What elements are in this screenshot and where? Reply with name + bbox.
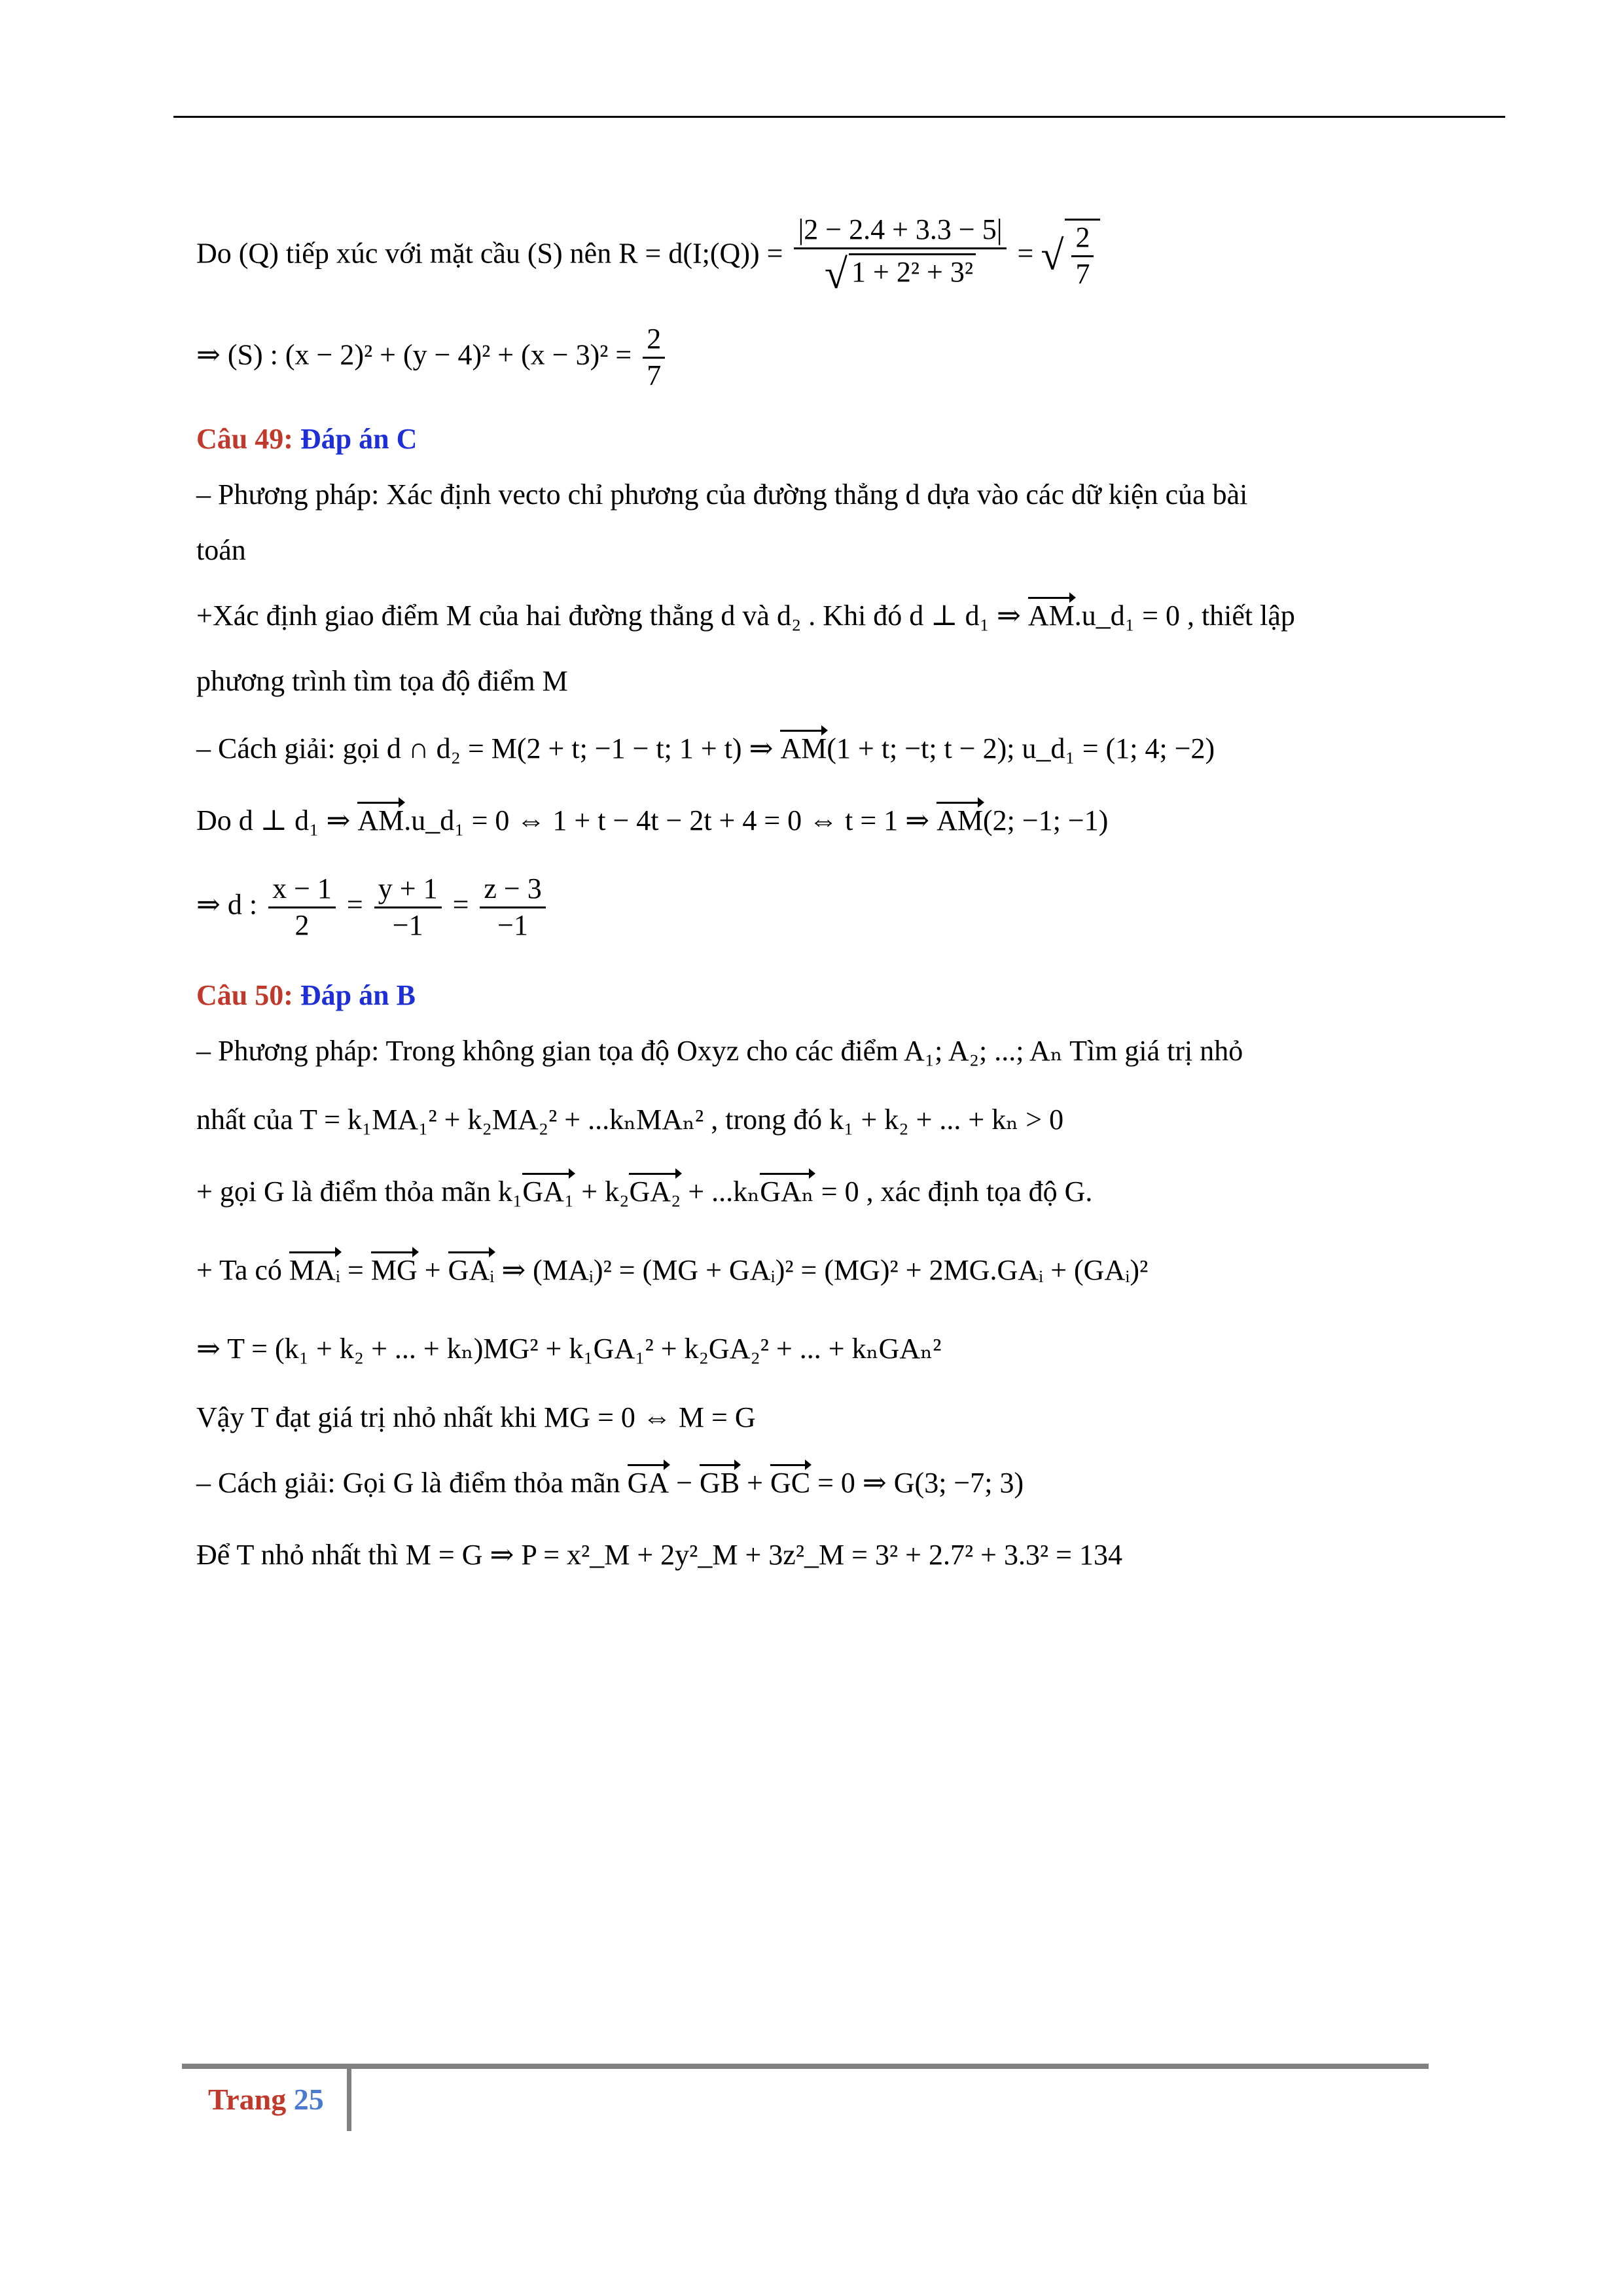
footer-rule — [182, 2064, 1429, 2069]
math-span: (2; −1; −1) — [983, 804, 1109, 836]
text-span: + Ta có — [196, 1254, 282, 1286]
line-intersection — [196, 599, 1295, 634]
math-span: d₂ . Khi đó d ⊥ d₁ ⇒ — [776, 600, 1021, 632]
line-solution-50 — [196, 1466, 1024, 1501]
line-perpendicular — [196, 804, 1108, 838]
footer-divider — [347, 2069, 351, 2131]
question-49-heading — [196, 422, 417, 457]
page-number — [208, 2081, 324, 2117]
header-rule — [173, 116, 1505, 118]
line-solution-49 — [196, 732, 1215, 766]
line-t-minimum — [196, 1401, 756, 1435]
math-span: ⇒ d : — [196, 888, 258, 921]
math-span: .u_d₁ = 0 , thiết lập — [1074, 600, 1295, 632]
question-label: Câu 49: — [196, 423, 293, 455]
text-span: – Cách giải: Gọi G là điểm thỏa mãn — [196, 1467, 620, 1499]
fraction-numerator: y + 1 — [374, 872, 442, 908]
equals-sign: = — [452, 888, 469, 921]
math-span: .u_d₁ = 0 ⇔ 1 + t − 4t − 2t + 4 = 0 ⇔ t = 1 ⇒ — [404, 804, 930, 836]
vector-ga: GA — [628, 1466, 669, 1501]
fraction-numerator: x − 1 — [268, 872, 336, 908]
math-span: + gọi G là điểm thỏa mãn k₁ — [196, 1175, 523, 1208]
fraction-numerator: |2 − 2.4 + 3.3 − 5| — [794, 213, 1006, 249]
vector-am: AM — [780, 732, 827, 766]
math-span: R = d(I;(Q)) = — [618, 237, 783, 270]
fraction-denominator: −1 — [392, 908, 423, 941]
math-span: + k₂ — [581, 1175, 630, 1208]
math-span: + — [747, 1467, 763, 1499]
distance-fraction — [794, 213, 1006, 300]
line-method-50 — [196, 1034, 1243, 1069]
fraction-denominator: 2 — [294, 908, 310, 941]
text-span: toán — [196, 534, 246, 566]
line-t-expression — [196, 1332, 941, 1367]
text-span: Vậy T đạt giá trị nhỏ nhất khi MG = 0 ⇔ M = G — [196, 1401, 756, 1433]
question-50-heading — [196, 978, 416, 1013]
text-span: +Xác định giao điểm M của hai đường thẳng d và — [196, 600, 770, 632]
vector-gan: GAₙ — [760, 1175, 814, 1210]
page-label: Trang — [208, 2083, 287, 2116]
math-span: ⇒ T = (k₁ + k₂ + ... + kₙ)MG² + k₁GA₁² + k₂GA₂² + ... + kₙGAₙ² — [196, 1333, 942, 1365]
fraction-denominator: 7 — [1075, 257, 1090, 290]
fraction — [480, 872, 545, 943]
line-line-equation — [196, 872, 550, 943]
math-span: (1 + t; −t; t − 2); u_d₁ = (1; 4; −2) — [827, 732, 1215, 764]
text-span: Để T nhỏ nhất thì M = G ⇒ P = x²_M + 2y²_M + 3z²_M = 3² + 2.7² + 3.3² = 134 — [196, 1539, 1122, 1571]
vector-am: AM — [936, 804, 983, 838]
line-minimize — [196, 1103, 1063, 1138]
text-span: nhất của T = k₁MA₁² + k₂MA₂² + ...kₙMAₙ² , trong đó k₁ + k₂ + ... + kₙ > 0 — [196, 1103, 1064, 1136]
line-sphere-equation — [196, 322, 669, 393]
math-span: − — [676, 1467, 693, 1499]
math-span: – Cách giải: gọi d ∩ d₂ = M(2 + t; −1 − t; 1 + t) ⇒ — [196, 732, 774, 764]
fraction-numerator: 2 — [643, 322, 665, 359]
fraction-numerator: z − 3 — [480, 872, 545, 908]
math-span: ⇒ (MAᵢ)² = (MG + GAᵢ)² = (MG)² + 2MG.GAᵢ + (GAᵢ)² — [501, 1254, 1149, 1286]
vector-gc: GC — [770, 1466, 810, 1501]
vector-ga1: GA₁ — [522, 1175, 574, 1210]
line-find-m — [196, 664, 568, 699]
line-method-49 — [196, 478, 1247, 512]
answer-label: Đáp án B — [300, 979, 416, 1011]
question-label: Câu 50: — [196, 979, 293, 1011]
line-radius-formula — [196, 213, 1100, 300]
fraction-numerator: 2 — [1071, 221, 1094, 257]
line-vector-expansion — [196, 1253, 1148, 1288]
vector-mai: MAᵢ — [289, 1253, 340, 1288]
line-method-49-cont — [196, 533, 246, 568]
fraction-denominator: 7 — [647, 359, 662, 391]
math-span: = 0 , xác định tọa độ G. — [821, 1175, 1093, 1208]
vector-gai: GAᵢ — [448, 1253, 495, 1288]
vector-am: AM — [357, 804, 404, 838]
answer-label: Đáp án C — [300, 423, 418, 455]
line-final-answer — [196, 1538, 1122, 1573]
sqrt-box — [1065, 219, 1100, 292]
sqrt-sign-icon: √ — [1041, 232, 1064, 279]
text-span: – Phương pháp: Trong không gian tọa độ Oxyz cho các điểm A₁; A₂; ...; Aₙ Tìm giá trị nhỏ — [196, 1035, 1243, 1067]
sqrt-fraction — [1071, 221, 1094, 292]
math-span: + — [424, 1254, 441, 1286]
sqrt-sign-icon: √ — [824, 250, 848, 297]
fraction — [374, 872, 442, 943]
sqrt-content: 1 + 2² + 3² — [849, 253, 976, 290]
text-span: Do (Q) tiếp xúc với mặt cầu (S) nên — [196, 237, 612, 270]
fraction-denominator — [794, 249, 1006, 300]
math-span: + ...kₙ — [688, 1175, 760, 1208]
vector-am: AM — [1028, 599, 1075, 634]
vector-gb: GB — [700, 1466, 740, 1501]
equals-sign: = — [1017, 237, 1034, 270]
math-span: Do d ⊥ d₁ ⇒ — [196, 804, 351, 836]
vector-ga2: GA₂ — [629, 1175, 681, 1210]
fraction — [268, 872, 336, 943]
math-span: = — [348, 1254, 364, 1286]
fraction — [643, 322, 665, 393]
fraction-denominator: −1 — [497, 908, 528, 941]
math-span: ⇒ (S) : (x − 2)² + (y − 4)² + (x − 3)² = — [196, 338, 632, 371]
text-span: phương trình tìm tọa độ điểm M — [196, 665, 568, 697]
text-span: – Phương pháp: Xác định vecto chỉ phương của đường thẳng d dựa vào các dữ kiện của bài — [196, 478, 1248, 511]
line-point-g — [196, 1175, 1092, 1210]
equals-sign: = — [346, 888, 363, 921]
math-span: = 0 ⇒ G(3; −7; 3) — [817, 1467, 1024, 1499]
vector-mg: MG — [371, 1253, 418, 1288]
page-number-value: 25 — [293, 2083, 324, 2116]
